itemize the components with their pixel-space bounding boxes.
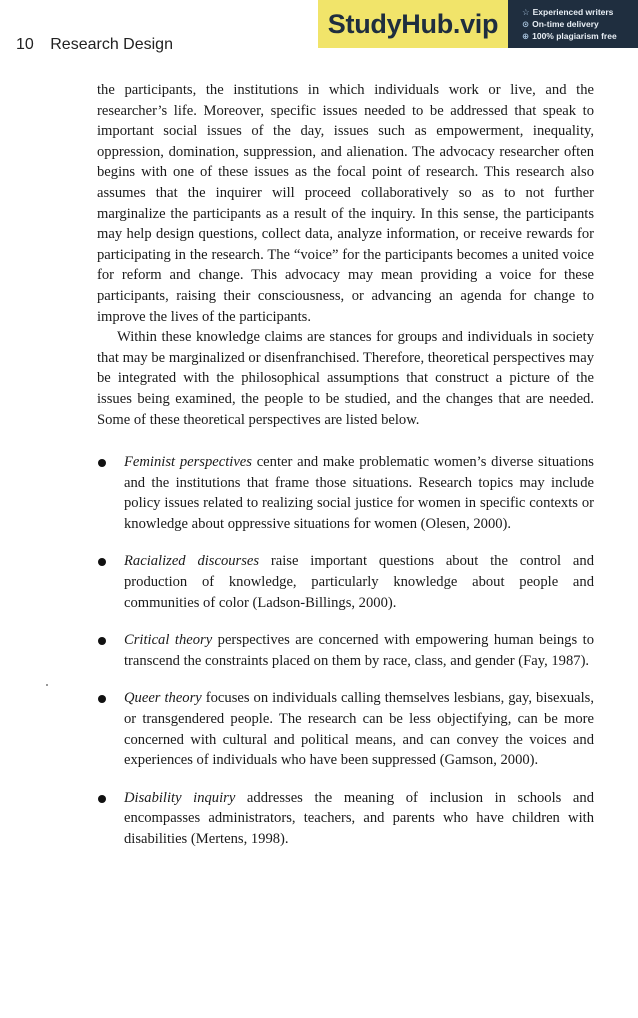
feature-item: [522, 6, 638, 18]
list-item: [97, 630, 594, 671]
page-number: 10: [16, 36, 34, 53]
feature-text: On-time delivery: [532, 19, 599, 29]
perspective-list: [97, 452, 594, 850]
feature-item: [522, 30, 638, 42]
shield-check-icon: ⊕: [522, 31, 530, 41]
list-item-term: Critical theory: [124, 632, 213, 649]
bullet-icon: [98, 459, 106, 467]
bullet-icon: [98, 795, 106, 803]
list-item-term: Racialized discourses: [124, 553, 260, 570]
brand-logo[interactable]: StudyHub.vip: [318, 0, 508, 48]
star-icon: ☆: [522, 7, 530, 17]
list-item-term: Queer theory: [124, 690, 202, 707]
page-body: [97, 80, 594, 867]
list-item-text: perspectives are concerned with empowering human beings to transcend the constraints placed on them by race, class, and gender (Fay, 1987).: [124, 632, 594, 669]
running-head: [16, 36, 173, 54]
body-paragraph: Within these knowledge claims are stances for groups and individuals in society that may be marginalized or disenfranchised. Therefore, theoretical perspectives may be integrated with the philosophical assumptions that construct a picture of the issues being examined, the people to be studied, and the changes that are needed. Some of these theoretical perspectives are listed below.: [97, 329, 594, 428]
list-item: [97, 688, 594, 770]
bullet-icon: [98, 695, 106, 703]
margin-mark: [46, 684, 48, 686]
list-item-text: addresses the meaning of inclusion in schools and encompasses administrators, teachers, and parents who have children with disabilities (Mertens, 1998).: [124, 789, 594, 847]
list-item: [97, 788, 594, 850]
feature-text: 100% plagiarism free: [532, 31, 617, 41]
list-item: [97, 452, 594, 534]
bullet-icon: [98, 637, 106, 645]
list-item-text: raise important questions about the control and production of knowledge, particularly knowledge about people and communities of color (Ladson-Billings, 2000).: [124, 553, 594, 611]
promo-banner[interactable]: [318, 0, 638, 48]
list-item-term: Disability inquiry: [124, 789, 236, 806]
banner-features: [508, 0, 638, 48]
list-item-text: focuses on individuals calling themselves lesbians, gay, bisexuals, or transgendered people. The research can be less objectifying, can be more concerned with cultural and political means, and can convey the voices and experiences of individuals who have been suppressed (Gamson, 2000).: [124, 690, 594, 769]
list-item-text: center and make problematic women’s diverse situations and the institutions that frame those situations. Research topics may include policy issues related to realizing social justice for women in specific contexts or knowledge about oppressive situations for women (Olesen, 2000).: [124, 454, 594, 532]
clock-icon: ⊙: [522, 19, 530, 29]
feature-item: [522, 18, 638, 30]
feature-text: Experienced writers: [532, 7, 614, 17]
list-item-term: Feminist perspectives: [124, 454, 252, 471]
running-title: Research Design: [50, 36, 173, 53]
list-item: [97, 551, 594, 613]
body-paragraph: the participants, the institutions in which individuals work or live, and the researcher’s life. Moreover, specific issues needed to be addressed that speak to important social issues of the day, issues such as empowerment, inequality, oppression, domination, suppression, and alienation. The advocacy researcher often begins with one of these issues as the focal point of research. This research also assumes that the inquirer will proceed collaboratively so as to not further marginalize the participants as a result of the inquiry. In this sense, the participants may help design questions, collect data, analyze information, or receive rewards for participating in the research. The “voice” for the participants becomes a united voice for reform and change. This advocacy may mean providing a voice for these participants, raising their consciousness, or advancing an agenda for change to improve the lives of the participants.: [97, 82, 594, 325]
bullet-icon: [98, 558, 106, 566]
